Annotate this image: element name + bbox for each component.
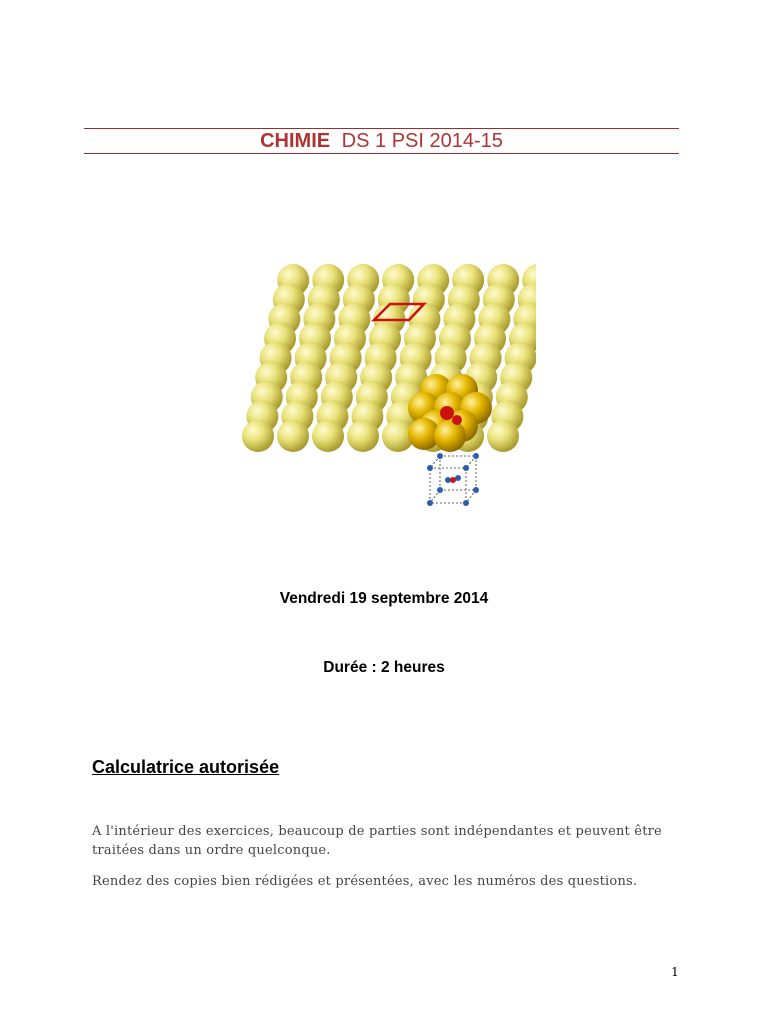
- title-rule-bottom: [84, 153, 679, 154]
- sphere: [487, 420, 519, 452]
- lattice-node: [473, 487, 479, 493]
- marker-atom: [440, 406, 454, 420]
- title-rest: DS 1 PSI 2014-15: [341, 130, 503, 152]
- lattice-node: [437, 453, 443, 459]
- title-subject: CHIMIE: [260, 130, 331, 152]
- marker-atom: [452, 415, 462, 425]
- sphere-layer: [242, 264, 536, 452]
- page-number: 1: [671, 965, 679, 979]
- lattice-center: [450, 477, 456, 483]
- sphere: [242, 420, 274, 452]
- sphere: [312, 420, 344, 452]
- lattice-node: [463, 465, 469, 471]
- calculator-heading: Calculatrice autorisée: [92, 757, 280, 777]
- lattice-node: [427, 465, 433, 471]
- lattice-node: [473, 453, 479, 459]
- lattice-node: [437, 487, 443, 493]
- sphere: [347, 420, 379, 452]
- sphere-highlight: [434, 420, 466, 452]
- page-title: [84, 128, 679, 154]
- sphere: [277, 420, 309, 452]
- exam-date: Vendredi 19 septembre 2014: [279, 590, 489, 607]
- exam-duration: Durée : 2 heures: [323, 659, 445, 676]
- instruction-paragraph: Rendez des copies bien rédigées et présentées, avec les numéros des questions.: [92, 874, 638, 889]
- crystal-lattice-icon: [236, 258, 536, 513]
- lattice-node: [427, 500, 433, 506]
- lattice-node: [463, 500, 469, 506]
- instruction-paragraph: A l'intérieur des exercices, beaucoup de parties sont indépendantes et peuvent être traitées dans un ordre quelconque.: [92, 824, 662, 858]
